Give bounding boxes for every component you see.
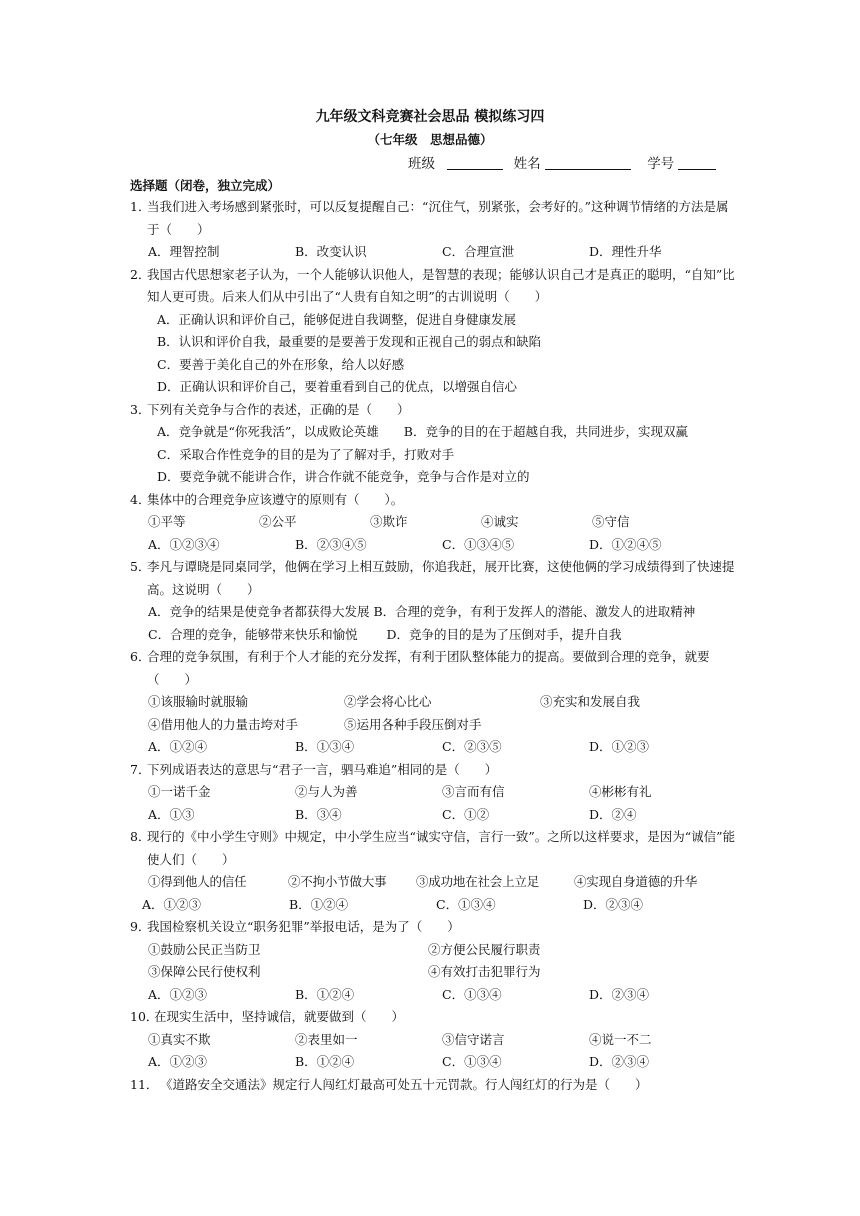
option-c[interactable]: C．要善于美化自己的外在形象，给人以好感 [157,356,405,372]
id-label: 学号 [647,156,675,172]
option-d[interactable]: D．理性升华 [589,244,662,259]
option-d[interactable]: D．①②④⑤ [589,536,662,552]
item-1: ①一诺千金 [148,784,211,799]
option-a[interactable]: A．①②③④ [148,536,220,552]
question-10 [130,1006,740,1074]
question-number: 6． [130,649,151,664]
document-title: 九年级文科竞赛社会思品 模拟练习四 [315,109,545,125]
option-c[interactable]: C．①③④ [442,1054,502,1069]
option-a-b[interactable]: A．竞争的结果是使竞争者都获得大发展 B．合理的竞争，有利于发挥人的潜能、激发人的进取精神 [148,604,696,619]
option-d[interactable]: D．②③④ [589,986,650,1002]
option-a[interactable]: A．①②③ [148,986,208,1002]
item-3: ③成功地在社会上立足 [416,874,540,889]
item-1: ①得到他人的信任 [148,874,247,889]
question-number: 10． [130,1009,159,1024]
question-stem: 集体中的合理竞争应该遵守的原则有（ ）。 [147,491,404,507]
name-label: 姓名 [513,156,541,172]
item-2: ②不拘小节做大事 [288,874,387,889]
option-b[interactable]: B．改变认识 [295,244,367,259]
question-stem: 当我们进入考场感到紧张时，可以反复提醒自己：“沉住气，别紧张，会考好的。”这种调节情绪的方法是属于（ ） [147,199,729,237]
student-info-line [408,152,716,172]
option-a[interactable]: A．正确认识和评价自己，能够促进自我调整，促进自身健康发展 [157,311,517,327]
option-b[interactable]: B．①②④ [289,896,349,912]
item-4: ④有效打击犯罪行为 [428,964,541,979]
option-c[interactable]: C．①② [442,806,490,822]
item-5: ⑤运用各种手段压倒对手 [344,716,482,732]
option-c-d[interactable]: C．合理的竞争，能够带来快乐和愉悦 D．竞争的目的是为了压倒对手，提升自我 [148,626,622,642]
question-stem: 下列有关竞争与合作的表述，正确的是（ ） [147,401,410,417]
item-3: ③欺诈 [370,514,408,529]
option-d[interactable]: D．②③④ [589,1054,650,1069]
option-d[interactable]: D．正确认识和评价自己，要着重看到自己的优点，以增强自信心 [157,379,518,394]
question-number: 3． [130,401,151,417]
id-blank[interactable] [678,155,716,170]
question-stem: 我国检察机关设立“职务犯罪”举报电话，是为了（ ） [147,919,460,934]
question-number: 9． [130,919,151,934]
option-c[interactable]: C．合理宣泄 [442,244,515,259]
item-1: ①平等 [148,514,186,529]
question-6 [130,646,740,759]
option-a[interactable]: A．①②③ [142,896,202,912]
option-b[interactable]: B．①②④ [295,1054,355,1069]
item-2: ②表里如一 [295,1031,358,1047]
item-5: ⑤守信 [592,514,630,529]
option-a[interactable]: A．①②④ [148,739,208,754]
question-number: 11． [130,1076,159,1092]
class-blank[interactable] [447,155,503,170]
item-1: ①真实不欺 [148,1031,211,1047]
question-3 [130,399,740,489]
question-number: 7． [130,761,151,777]
option-b[interactable]: B．①②④ [295,986,355,1002]
item-4: ④借用他人的力量击垮对手 [148,716,299,732]
option-d[interactable]: D．①②③ [589,739,650,754]
option-a-b[interactable]: A．竞争就是“你死我活”，以成败论英雄 B．竞争的目的在于超越自我，共同进步，实现双赢 [157,424,688,439]
question-number: 5． [130,559,151,574]
option-b[interactable]: B．③④ [295,806,342,822]
question-stem: 下列成语表达的意思与“君子一言，驷马难追”相同的是（ ） [147,761,498,777]
item-2: ②与人为善 [295,784,358,799]
item-3: ③保障公民行使权利 [148,964,261,979]
question-stem: 现行的《中小学生守则》中规定，中小学生应当“诚实守信，言行一致”。之所以这样要求，是因为“诚信”能使人们（ ） [147,829,736,867]
question-4 [130,489,740,557]
question-number: 2． [130,266,151,282]
item-4: ④诚实 [481,514,519,529]
question-number: 1． [130,199,151,214]
question-stem: 《道路安全交通法》规定行人闯红灯最高可处五十元罚款。行人闯红灯的行为是（ ） [160,1076,648,1092]
question-1 [130,196,740,264]
option-c[interactable]: C．采取合作性竞争的目的是为了了解对手，打败对手 [157,446,455,462]
item-4: ④实现自身道德的升华 [574,874,698,889]
question-number: 8． [130,829,151,844]
question-list [130,196,740,1096]
question-number: 4． [130,491,151,507]
option-c[interactable]: C．①③④ [442,986,502,1002]
question-stem: 在现实生活中，坚持诚信，就要做到（ ） [154,1009,405,1024]
option-b[interactable]: B．②③④⑤ [295,536,367,552]
item-1: ①鼓励公民正当防卫 [148,941,261,957]
option-d[interactable]: D．②③④ [583,896,644,912]
item-4: ④彬彬有礼 [589,784,652,799]
class-label: 班级 [408,156,435,172]
option-b[interactable]: B．认识和评价自我，最重要的是要善于发现和正视自己的弱点和缺陷 [157,334,542,349]
section-heading: 选择题（闭卷，独立完成） [130,178,281,193]
name-blank[interactable] [545,155,631,170]
question-stem: 合理的竞争氛围，有利于个人才能的充分发挥，有利于团队整体能力的提高。要做到合理的竞争，就要（ ） [147,649,710,687]
option-a[interactable]: A．理智控制 [148,244,220,259]
question-7 [130,759,740,827]
question-5 [130,556,740,646]
option-a[interactable]: A．①③ [148,806,195,822]
question-8 [130,826,740,916]
option-d[interactable]: D．②④ [589,806,637,822]
option-c[interactable]: C．①③④ [436,896,496,912]
question-stem: 李凡与谭晓是同桌同学，他俩在学习上相互鼓励，你追我赶，展开比赛，这使他俩的学习成绩得到了快速提高。这说明（ ） [147,559,735,597]
item-2: ②学会将心比心 [344,694,432,709]
document-subtitle: （七年级 思想品德） [367,132,493,147]
option-a[interactable]: A．①②③ [148,1054,208,1069]
item-3: ③言而有信 [442,784,505,799]
option-d[interactable]: D．要竞争就不能讲合作，讲合作就不能竞争，竞争与合作是对立的 [157,469,530,484]
item-3: ③充实和发展自我 [540,694,641,709]
item-3: ③信守诺言 [442,1031,505,1047]
option-c[interactable]: C．①③④⑤ [442,536,515,552]
item-1: ①该服输时就服输 [148,694,249,709]
question-2 [130,264,740,399]
question-stem: 我国古代思想家老子认为，一个人能够认识他人，是智慧的表现；能够认识自己才是真正的聪明，“自知”比知人更可贵。后来人们从中引出了“人贵有自知之明”的古训说明（ ） [147,266,735,304]
item-2: ②方便公民履行职责 [428,941,541,957]
option-b[interactable]: B．①③④ [295,739,355,754]
question-11 [130,1074,740,1097]
item-2: ②公平 [259,514,297,529]
option-c[interactable]: C．②③⑤ [442,739,502,754]
item-4: ④说一不二 [589,1031,652,1047]
question-9 [130,916,740,1006]
